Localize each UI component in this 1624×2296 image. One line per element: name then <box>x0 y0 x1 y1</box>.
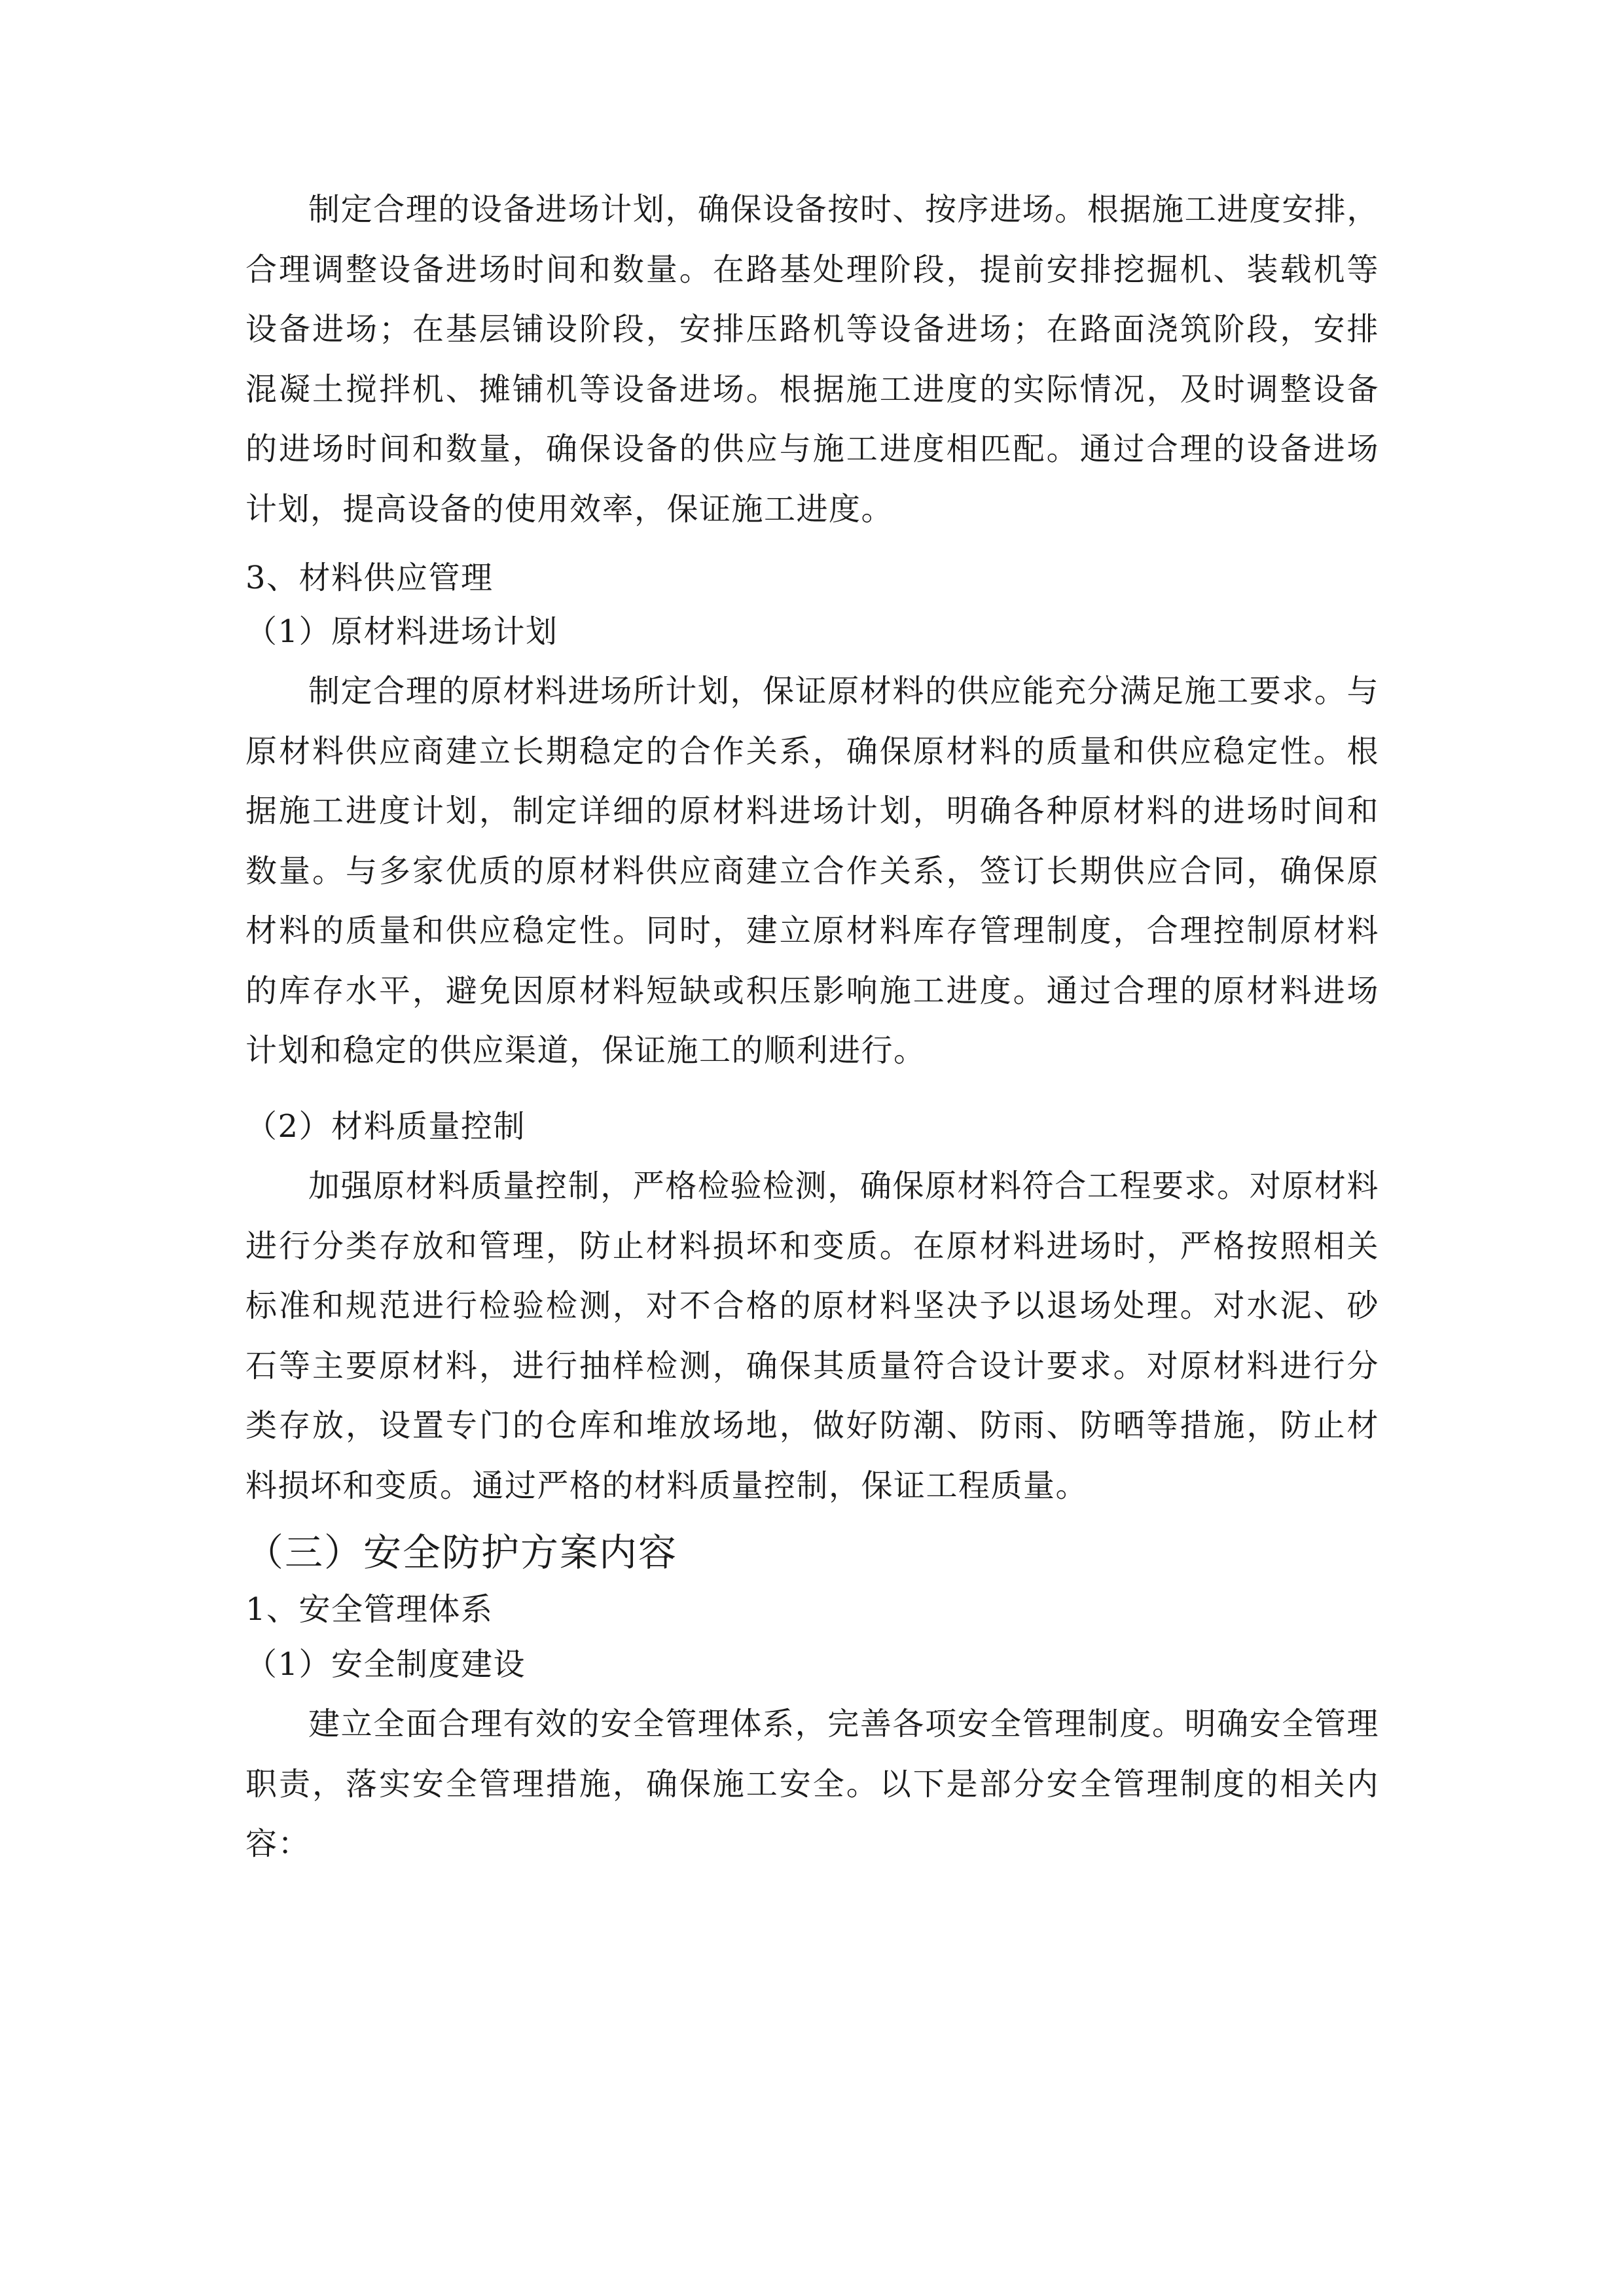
subheading-safety-system: （1）安全制度建设 <box>245 1645 526 1683</box>
heading-safety-management: 1、安全管理体系 <box>245 1591 494 1628</box>
equipment-entry-paragraph: 制定合理的设备进场计划，确保设备按时、按序进场。根据施工进度安排，合理调整设备进场时间和数量。在路基处理阶段，提前安排挖掘机、装载机等设备进场；在基层铺设阶段，安排压路机等设备进场；在路面浇筑阶段，安排混凝土搅拌机、摊铺机等设备进场。根据施工进度的实际情况，及时调整设备的进场时间和数量，确保设备的供应与施工进度相匹配。通过合理的设备进场计划，提高设备的使用效率，保证施工进度。 <box>245 191 1379 528</box>
safety-system-paragraph: 建立全面合理有效的安全管理体系，完善各项安全管理制度。明确安全管理职责，落实安全管理措施，确保施工安全。以下是部分安全管理制度的相关内容： <box>245 1706 1379 1862</box>
material-quality-paragraph: 加强原材料质量控制，严格检验检测，确保原材料符合工程要求。对原材料进行分类存放和管理，防止材料损坏和变质。在原材料进场时，严格按照相关标准和规范进行检验检测，对不合格的原材料坚决予以退场处理。对水泥、砂石等主要原材料，进行抽样检测，确保其质量符合设计要求。对原材料进行分类存放，设置专门的仓库和堆放场地，做好防潮、防雨、防晒等措施，防止材料损坏和变质。通过严格的材料质量控制，保证工程质量。 <box>245 1168 1379 1504</box>
raw-material-plan-paragraph: 制定合理的原材料进场所计划，保证原材料的供应能充分满足施工要求。与原材料供应商建立长期稳定的合作关系，确保原材料的质量和供应稳定性。根据施工进度计划，制定详细的原材料进场计划，明确各种原材料的进场时间和数量。与多家优质的原材料供应商建立合作关系，签订长期供应合同，确保原材料的质量和供应稳定性。同时，建立原材料库存管理制度，合理控制原材料的库存水平，避免因原材料短缺或积压影响施工进度。通过合理的原材料进场计划和稳定的供应渠道，保证施工的顺利进行。 <box>245 673 1379 1069</box>
subheading-material-quality: （2）材料质量控制 <box>245 1107 526 1145</box>
heading-material-supply: 3、材料供应管理 <box>245 560 494 596</box>
document-body <box>245 180 1379 1874</box>
section-title-safety-plan: （三）安全防护方案内容 <box>245 1530 678 1575</box>
subheading-raw-material-plan: （1）原材料进场计划 <box>245 613 558 650</box>
